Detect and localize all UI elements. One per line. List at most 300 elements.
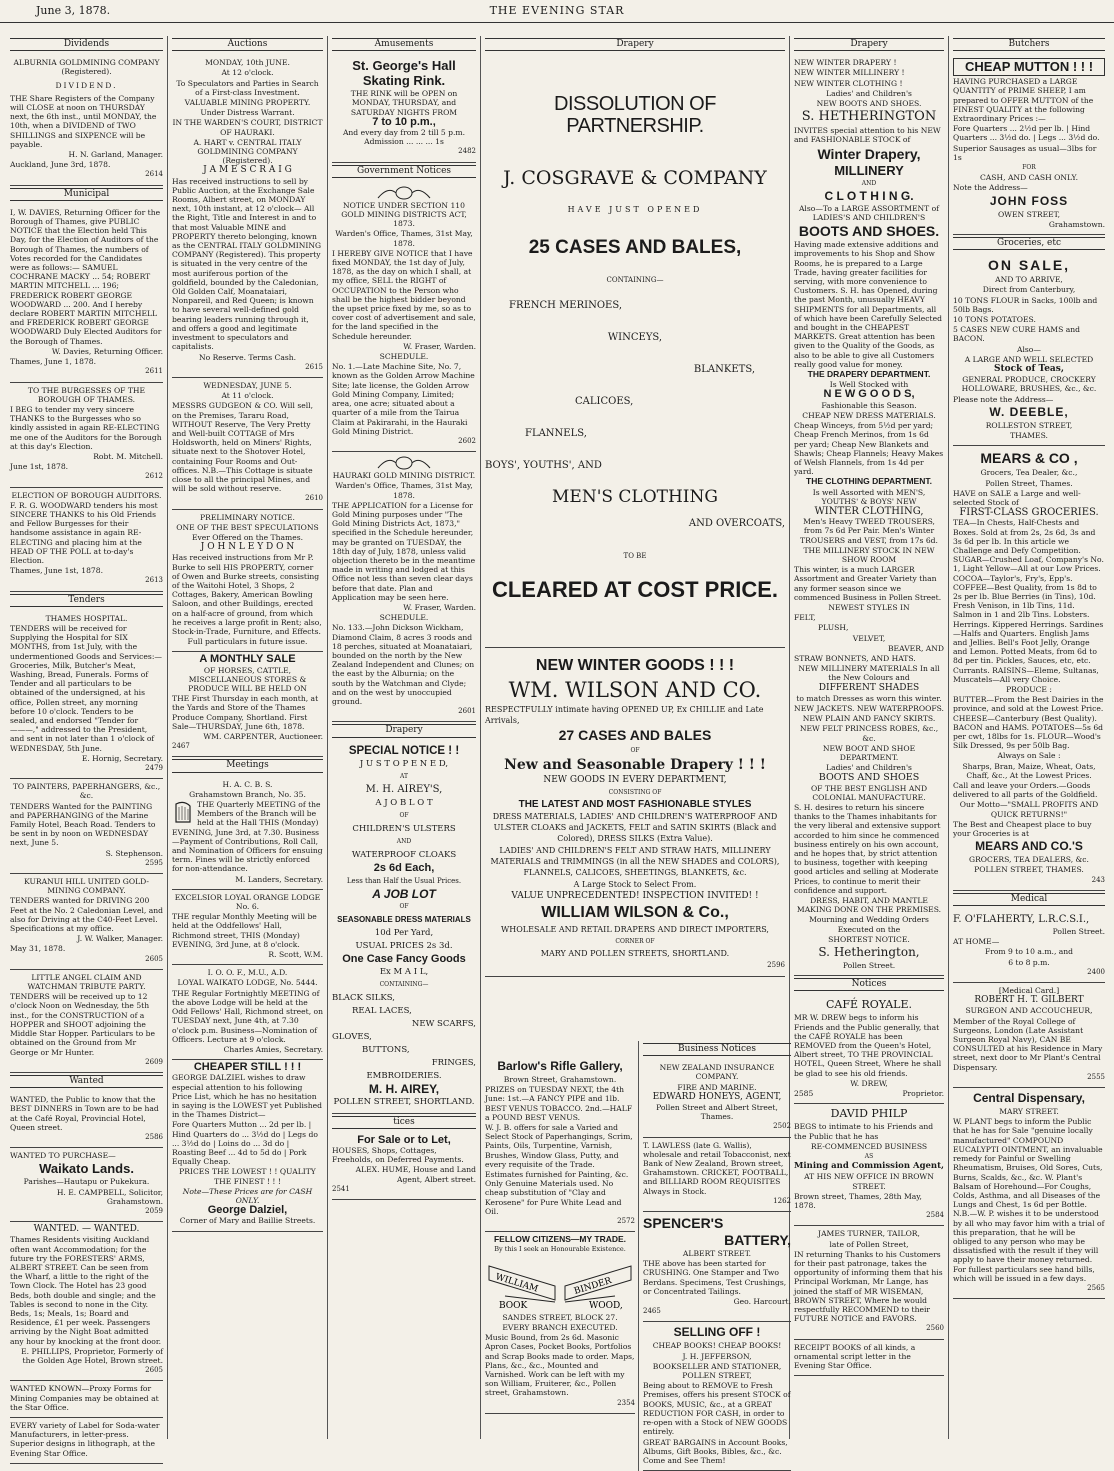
- ad-signature: H. E. CAMPBELL, Solicitor, Grahamstown.: [56, 1187, 163, 1206]
- hours-1: From 9 to 10 a.m., and: [984, 947, 1074, 957]
- column-3: [328, 36, 481, 1439]
- ad-title: LITTLE ANGEL CLAIM AND WATCHMAN TRIBUTE PARTY.: [27, 972, 146, 992]
- line: OF THE BEST ENGLISH AND COLONIAL MANUFACTURE.: [810, 783, 928, 802]
- foss-mutton-ad: [953, 55, 1105, 235]
- ad-body: F. R. G. WOODWARD tenders his most SINCERE THANKS to his Old Friends and Fellow Burgesses for their handsome assistance in again RE-ELECTING and placing him at the HEAD OF THE POLL at to-day's Election.: [10, 500, 158, 565]
- ad-body-2: W. J. B. offers for sale a Varied and Select Stock of Paperhangings, Scrim, Paints, Oils, Turpentine, Varnish, Brushes, Window Glass, Putty, and every requisite of the Trade.: [485, 1123, 633, 1169]
- hours-2: 6 to 8 p.m.: [1008, 957, 1050, 967]
- always: Always on Sale :: [997, 751, 1061, 761]
- ad-address: ALBERT STREET.: [682, 1249, 752, 1259]
- section-medical: Medical: [953, 893, 1105, 906]
- ad-signature: W. Fraser, Warden.: [403, 341, 476, 351]
- line: Is well Assorted with MEN'S, YOUTHS' & BOYS' NEW: [812, 487, 926, 506]
- word-and: AND: [396, 837, 412, 845]
- ad-headline: Waikato Lands.: [39, 1161, 134, 1177]
- ad-subtitle: FIRE AND MARINE.: [677, 1082, 757, 1092]
- schedule-title: SCHEDULE.: [379, 352, 429, 362]
- ad-signature: W. Fraser, Warden.: [403, 602, 476, 612]
- waikato-lands-ad: [10, 1148, 163, 1222]
- ad-title: I. O. O. F., M.U., A.D.: [207, 968, 288, 978]
- ad-title: MEARS & CO ,: [980, 450, 1078, 467]
- new-seasonable: New and Seasonable Drapery ! ! !: [504, 757, 766, 774]
- wilson-ad: [485, 648, 785, 977]
- line: NEW JACKETS. NEW WATERPROOFS.: [794, 703, 944, 713]
- ad-number: 2610: [305, 494, 323, 503]
- ad-body-3: Estimates furnished for Painting, &c. Only Genuine Materials used. No cheap substitution of "Clay and Kerosene" for Pure White Lead and Oil.: [485, 1170, 629, 1216]
- ad-signature: J. W. Walker, Manager.: [77, 934, 163, 944]
- receipt-books-ad: [794, 1340, 944, 1377]
- ad-title: HAURAKI GOLD MINING DISTRICT.: [332, 471, 476, 481]
- ad-number: 2601: [458, 707, 476, 716]
- labels-ad: [10, 1418, 163, 1464]
- list-1: DRESS MATERIALS, LADIES' AND CHILDREN'S WATERPROOF AND ULSTER CLOAKS and JACKETS, FELT and SATIN SKIRTS (Black and Colored), DRESS SILKS (Extra Value).: [492, 812, 778, 844]
- sharps: Sharps, Bran, Maize, Wheat, Oats, Chaff, &c., At the Lowest Prices.: [962, 761, 1096, 780]
- ad-title: MONDAY, 10th JUNE.: [205, 58, 290, 68]
- ad-number: 1262: [773, 1196, 791, 1205]
- ad-name: M. H. AIREY,: [368, 1081, 440, 1096]
- new-goods: N E W G O O D S,: [823, 388, 915, 401]
- mourning: Mourning and Wedding Orders Executed on the: [809, 915, 929, 934]
- ad-less: Less than Half the Usual Prices.: [346, 876, 462, 885]
- hacbs-meeting: [172, 777, 323, 890]
- section-notices: tices: [332, 1116, 476, 1129]
- section-municipal: Municipal: [10, 188, 163, 201]
- also: Also—To a LARGE ASSORTMENT of LADIES'S AND CHILDREN'S: [798, 203, 940, 223]
- ad-case: A. HART v. CENTRAL ITALY GOLDMINING COMPANY (Registered).: [193, 137, 302, 166]
- ad-subtitle: Grocers, Tea Dealer, &c.,: [980, 468, 1078, 478]
- ad-title: NEW ZEALAND INSURANCE COMPANY.: [659, 1063, 775, 1082]
- ad-note: Note—These Prices are for CASH ONLY.: [182, 1186, 313, 1205]
- ad-number: 2479: [145, 764, 163, 773]
- wilson-name-2: WILLIAM WILSON & Co.,: [541, 904, 729, 922]
- ad-headline: ONE OF THE BEST SPECULATIONS: [176, 522, 319, 532]
- ad-item: FRINGES,: [431, 1057, 476, 1068]
- ad-item: SEASONABLE DRESS MATERIALS: [337, 914, 471, 924]
- new-goods-dept: NEW GOODS IN EVERY DEPARTMENT,: [543, 775, 727, 786]
- harp-emblem-icon: [172, 800, 194, 824]
- item-boys: BOYS', YOUTHS', AND: [485, 460, 602, 472]
- recommenced: RE-COMMENCED BUSINESS: [810, 1141, 928, 1151]
- ad-name: W. DEEBLE,: [989, 404, 1069, 419]
- just-opened: J U S T O P E N E D,: [359, 758, 449, 769]
- ad-title: For Sale or to Let,: [357, 1133, 451, 1146]
- ad-title: JAMES TURNER, TAILOR,: [818, 1229, 920, 1239]
- royal-arms-icon: [374, 184, 434, 200]
- ad-address: ROLLESTON STREET,: [985, 420, 1073, 430]
- ad-body: TENDERS Wanted for the PAINTING and PAPERHANGING of the Marine Family Hotel, Beach Road. Tenders to be sent in by noon on WEDNESDAY next, June 5.: [10, 801, 156, 848]
- ad-town: THAMES.: [1010, 431, 1048, 441]
- ad-prices: PRICES THE LOWEST ! ! QUALITY THE FINEST ! ! !: [179, 1167, 316, 1186]
- ad-signature: E. Hornig, Secretary.: [81, 753, 163, 763]
- word-for: FOR: [1022, 164, 1036, 172]
- ad-number: 2059: [145, 1206, 163, 1215]
- ad-subtitle: OF HORSES, CATTLE, MISCELLANEOUS STORES & PRODUCE WILL BE HELD ON: [188, 665, 307, 693]
- ad-title: SPECIAL NOTICE ! !: [348, 744, 460, 757]
- ad-number: 2596: [767, 961, 785, 970]
- have-just-opened: HAVE JUST OPENED: [567, 205, 703, 215]
- ad-office: Warden's Office, Thames, 31st May, 1878.: [335, 481, 473, 500]
- ad-mail: Ex M A I L,: [379, 966, 429, 977]
- large-selected: A LARGE AND WELL SELECTED: [964, 354, 1094, 364]
- price-list: Fore Quarters Mutton ... 2d per lb. | Hind Quarters do ... 3½d do | Legs do ... 3½d do | Loins do ... 3d do | Roasting Beef ... 4d to 5d do | Pork Equally Cheap.: [172, 1120, 318, 1167]
- ad-footer: Thames, June 1, 1878.: [10, 357, 97, 367]
- ad-title: SPENCER'S: [643, 1215, 724, 1232]
- ad-item: REAL LACES,: [352, 1005, 412, 1016]
- clothing-dept: THE CLOTHING DEPARTMENT.: [806, 476, 932, 487]
- ad-body: Has received instructions from Mr P. Burke to sell HIS PROPERTY, corner of Owen and Burke streets, consisting of the Waitohi Hotel, 3 Shops, 2 Cottages, Bakery, American Bowling Saloon, and other Buildings, erected on a half-acre of ground, from which he receives a large profit in Rent; also, Stock-in-Trade, Furniture, and Effects.: [172, 553, 322, 636]
- column-2: [168, 36, 328, 1439]
- ad-body: RESPECTFULLY intimate having OPENED UP, Ex CHILLIE and Late Arrivals,: [485, 705, 764, 726]
- ad-address: MARY STREET.: [999, 1107, 1059, 1117]
- ad-subtitle: late of Pollen Street,: [829, 1239, 909, 1249]
- ad-title: CHEAPER STILL ! ! !: [193, 1061, 302, 1074]
- ad-title: TO PAINTERS, PAPERHANGERS, &c., &c.: [12, 782, 161, 801]
- ad-number: 2613: [145, 576, 163, 585]
- ad-body: THE above has been started for CRUSHING. One Stamper and Two Berdans. Specimens, Test Crushings, or Concentrated Tailings.: [643, 1259, 787, 1296]
- section-drapery: Drapery: [794, 38, 944, 51]
- ad-footer: Brown street, Thames, 28th May, 1878.: [794, 1191, 922, 1210]
- thanks: S. H. desires to return his sincere thanks to the Thames inhabitants for the very liberal and extensive support accorded to him since he commenced business entirely on his own account, and he hopes that, by strict attention to business, together with keeping good articles and selling at Moderate Prices, to continue to merit their confidence and support.: [794, 803, 941, 895]
- ad-title: DAVID PHILP: [830, 1107, 908, 1121]
- ad-subtitle: SURGEON AND ACCOUCHEUR,: [965, 1006, 1093, 1016]
- ad-headline: VALUABLE MINING PROPERTY.: [184, 98, 311, 108]
- winter-drapery: Winter Drapery,: [817, 145, 921, 162]
- banner-word: BINDER: [572, 1275, 613, 1297]
- kuranui-tender-ad: [10, 874, 163, 970]
- line: to match Dresses as worn this winter.: [796, 693, 942, 703]
- ad-containing: CONTAINING—: [379, 980, 429, 988]
- item-hams: 5 CASES NEW CURE HAMS and BACON.: [953, 325, 1080, 344]
- stock-teas: Stock of Teas,: [994, 364, 1064, 375]
- ad-title: WANTED TO PURCHASE—: [10, 1151, 116, 1161]
- cottage-auction: [172, 378, 323, 510]
- painters-tender-ad: [10, 779, 163, 874]
- ad-number: 2602: [458, 436, 476, 445]
- section-dividends: Dividends: [10, 38, 163, 51]
- shortest-notice: SHORTEST NOTICE.: [828, 934, 910, 944]
- ad-signature: Geo. Harcourt.: [733, 1297, 791, 1307]
- column-1: [6, 36, 168, 1458]
- ad-proprietor: [794, 1089, 944, 1098]
- ad-body: PRIZES on TUESDAY NEXT, the 4th June: 1st.—A FANCY PIPE and 1lb. BEST VENUS TOBACCO. 2nd.—HALF a POUND BEST VENUS.: [485, 1085, 633, 1122]
- hetherington-name: S. HETHERINGTON: [801, 109, 937, 125]
- ad-text: Has received instructions to sell by Public Auction, at the Exchange Sale Rooms, Albert street, on MONDAY next, 10th instant, at 12 o'clock— All the Right, Title and Interest in and to that most Valuable MINE and PROPERTY thereto belonging, known as the CENTRAL ITALY GOLDMINING COMPANY (Registered). This property is situated in the very centre of the most auriferous portion of the goldfield, bounded by the Caledonian, Old Golden Calf, Moanataiari, Nonpareil, and Red Queen; is known to have several well-defined gold bearing leaders running through it, and offers a good and legitimate investment to speculators and capitalists.: [172, 176, 322, 352]
- ad-body: HOUSES, Shops, Cottages, Freeholds, on Deferred Payments.: [332, 1146, 464, 1165]
- to-be-label: TO BE: [623, 552, 647, 561]
- ad-number: 2615: [305, 362, 323, 371]
- consisting-of: CONSISTING OF: [608, 789, 662, 797]
- ad-signature: Robt. M. Mitchell.: [93, 451, 163, 461]
- millinery-stock: THE MILLINERY STOCK IN NEW SHOW ROOM: [803, 545, 935, 564]
- ad-body: T. LAWLESS (late G. Wallis), wholesale and retail Tobacconist, next Bank of New Zealand, Brown street, Grahamstown. CRICKET, FOOTBALL, and BILLIARD ROOM REQUISITES Always in Stock.: [643, 1140, 791, 1196]
- ad-body: EVERY variety of Label for Soda-water Manufacturers, in letter-press. Superior designs in lithograph, at the Evening Star Office.: [10, 1421, 160, 1458]
- ad-number: 2609: [145, 1057, 163, 1066]
- call: Call and leave your Orders.—Goods delivered to all parts of the Goldfield.: [953, 781, 1098, 800]
- ad-item: BUTTONS,: [362, 1044, 410, 1055]
- ad-signature: S. Hetherington,: [818, 945, 920, 960]
- ad-number: 2482: [458, 147, 476, 156]
- style-straw: STRAW BONNETS, AND HATS.: [794, 653, 916, 663]
- ad-every: EVERY BRANCH EXECUTED.: [502, 1323, 618, 1333]
- line: Is Well Stocked with: [829, 380, 909, 390]
- ad-body: THE regular Monthly Meeting will be held at the Oddfellows' Hall, Richmond street, THIS (Monday) EVENING, 3rd June, at 8 o'clock.: [172, 912, 317, 949]
- cafe-royale-ad: [794, 995, 944, 1104]
- ad-subtitle: DIVIDEND.: [55, 80, 118, 90]
- word-of: OF: [630, 747, 640, 755]
- ad-address: Corner of Mary and Baillie Streets.: [179, 1216, 316, 1226]
- ad-title: H. A. C. B. S.: [222, 779, 273, 789]
- ioof-meeting: [172, 965, 323, 1060]
- for-sale-ad: [332, 1133, 476, 1200]
- line: NEW WINTER DRAPERY !: [794, 58, 897, 68]
- containing-label: CONTAINING—: [606, 276, 664, 285]
- foresters-arms-ad: [10, 1222, 163, 1381]
- hetherington-ad: [794, 55, 944, 976]
- ad-office: Warden's Office, Thames, 31st May, 1878.: [335, 229, 473, 248]
- produce-list: BUTTER—From the Best Dairies in the province, and sold at the Lowest Price. CHEESE—Canterbury (Best Quality). BACON and HAMS. POTATOES—5s 6d per cwt, 18lbs for 1s. FLOUR—Wood's Silk Dressed, 9s per 50lb Bag.: [953, 695, 1104, 751]
- ad-address: Brown Street, Grahamstown.: [503, 1075, 617, 1084]
- bookbinder-banner-icon: [485, 1256, 635, 1310]
- ad-number: 2612: [145, 472, 163, 481]
- ad-title: EXCELSIOR LOYAL ORANGE LODGE No. 6.: [174, 892, 321, 912]
- mining-property-auction: [172, 55, 323, 378]
- line: NEW WINTER CLOTHING !: [794, 78, 903, 88]
- new-office: AT HIS NEW OFFICE IN BROWN STREET.: [804, 1172, 934, 1191]
- ad-body: IN returning Thanks to his Customers for their past patronage, takes the opportunity of informing them that his Principal Workman, Mr Lange, has joined the staff of MR WISEMAN, BROWN STREET, Where he would respectfully RECOMMEND to their FUTURE NOTICE and FAVORS.: [794, 1249, 943, 1324]
- ad-title: THAMES HOSPITAL.: [45, 613, 128, 623]
- cosgrave-name: J. COSGRAVE & COMPANY: [503, 167, 767, 190]
- ad-name-2: GROCERS, TEA DEALERS, &c.: [969, 855, 1089, 865]
- ad-usual: USUAL PRICES 2s 3d.: [355, 940, 453, 951]
- new-winter-goods: NEW WINTER GOODS ! ! !: [535, 657, 735, 675]
- ad-title: ELECTION OF BOROUGH AUDITORS.: [11, 490, 162, 500]
- ad-shop: M. H. AIREY'S,: [365, 783, 443, 795]
- ad-terms: No Reserve. Terms Cash.: [198, 352, 297, 362]
- ad-footer: June 1st, 1878.: [10, 462, 69, 472]
- agent-title: Mining and Commission Agent,: [794, 1161, 944, 1172]
- ad-body: Being about to REMOVE to Fresh Premises, offers his present STOCK of BOOKS, MUSIC, &c., at a GREAT REDUCTION FOR CASH, in order to re-open with a Stock of NEW GOODS entirely.: [643, 1381, 791, 1437]
- word-of: OF: [399, 902, 409, 910]
- ad-body: MR W. DREW begs to inform his Friends and the Public generally, that the CAFÉ ROYALE has been REMOVED from the Queen's Hotel, Albert street, TO THE PROVINCIAL HOTEL, Queen Street, Where he shall be glad to see his old friends.: [794, 1013, 942, 1078]
- ad-name: George Dalziel,: [207, 1204, 288, 1217]
- cosgrave-ad: [485, 55, 785, 648]
- invites: INVITES special attention to his NEW and FASHIONABLE STOCK of: [794, 126, 941, 145]
- auditors-election-ad: [10, 488, 163, 592]
- dissolution-title: DISSOLUTION OF PARTNERSHIP.: [554, 93, 716, 138]
- ad-name: J. H. JEFFERSON,: [682, 1351, 752, 1361]
- different-shades: DIFFERENT SHADES: [818, 682, 920, 693]
- ad-address: Pollen Street and Albert Street, Thames.: [656, 1103, 778, 1122]
- ad-number: 2605: [145, 954, 163, 963]
- dalziel-price-list-ad: [172, 1060, 323, 1231]
- ad-job-lot-2: A JOB LOT: [372, 886, 436, 901]
- column-4: [481, 36, 791, 1465]
- burgesses-ad: [10, 383, 163, 488]
- issue-date: June 3, 1878.: [36, 4, 111, 17]
- ad-address: POLLEN STREET, SHORTLAND.: [333, 1096, 475, 1107]
- ad-number: 2595: [145, 858, 163, 867]
- lawless-tobacco-ad: [643, 1138, 791, 1212]
- ad-footer: And every day from 2 till 5 p.m. Admission ... ... ... 1s: [342, 128, 466, 147]
- ad-time: At 12 o'clock.: [221, 68, 274, 78]
- ad-body: THE Quarterly MEETING of the Members of the Branch will be held at the Hall THIS (Monday) EVENING, June 3rd, at 7.30. Business—Payment of Contributions, Roll Call, and Nomination of Officers for ensuing term. Fines will be strictly enforced for non-attendance.: [172, 800, 323, 874]
- section-groceries: Groceries, etc: [953, 237, 1105, 250]
- ad-agent: EDWARD HONEYS, AGENT,: [652, 1091, 782, 1102]
- direct: Direct from Canterbury,: [982, 285, 1076, 295]
- speculation-auction: [172, 510, 323, 653]
- item-potatoes: 10 TONS POTATOES.: [953, 315, 1036, 325]
- general-produce: GENERAL PRODUCE, CROCKERY HOLLOWARE, BRUSHES, &c., &c.: [961, 375, 1097, 394]
- boots-shoes-2: BOOTS AND SHOES: [818, 772, 920, 784]
- ad-address: Pollen Street.: [1052, 927, 1105, 937]
- ad-number: 2400: [1087, 967, 1105, 976]
- ad-body: TENDERS will be received up to 12 o'clock Noon on Wednesday, the 5th inst., for the CONSTRUCTION of a HOPPER and SHOOT adjoining the Middle Star Hopper. Particulars to be obtained on the Ground from Mr George or Mr Hunter.: [10, 992, 155, 1057]
- ad-subtitle: Ever Offered on the Thames.: [191, 532, 304, 542]
- ad-body: Thames Residents visiting Auckland often want Accommodation; for the future try the FORESTERS' ARMS, ALBERT STREET. Can be seen from the Wharf, a little to the right of the Town Clock. The Hotel has 23 good Beds, both double and single; and the Tables is second to none in the City. Beds, 1s; Meals, 1s; Board and Residence, £1 per week. Passengers arriving by the Night Boat admitted any hour by knocking at the front door.: [10, 1235, 162, 1346]
- ad-subtitle: LOYAL WAIKATO LODGE, No. 5444.: [177, 978, 318, 988]
- medical-card: [Medical Card.]: [998, 986, 1060, 996]
- ad-title: Central Dispensary,: [973, 1091, 1085, 1106]
- item-mens-clothing: MEN'S CLOTHING: [552, 487, 718, 508]
- ad-number: 2586: [145, 1132, 163, 1141]
- wanted-dinners-ad: [10, 1092, 163, 1148]
- also: Also—: [1017, 344, 1041, 354]
- turner-tailor-ad: [794, 1226, 944, 1339]
- ad-subtitle: Grahamstown Branch, No. 35.: [189, 789, 306, 799]
- item-blankets: BLANKETS,: [693, 364, 755, 376]
- orange-lodge-meeting: [172, 890, 323, 965]
- line: Ladies' and Children's: [826, 763, 912, 773]
- style-velvet: VELVET,: [852, 633, 886, 643]
- philp-ad: [794, 1104, 944, 1226]
- line: NEW FELT PRINCESS ROBES, &c., &c.: [799, 724, 939, 743]
- wilson-name: WM. WILSON AND CO.: [508, 678, 762, 703]
- item-overcoats: AND OVERCOATS,: [688, 518, 785, 530]
- ad-signature: E. PHILLIPS, Proprietor, Formerly of the Golden Age Hotel, Brown street.: [21, 1346, 163, 1365]
- newest-styles: NEWEST STYLES IN: [828, 602, 910, 612]
- ad-number: 2605: [145, 1366, 163, 1375]
- ad-bargains: GREAT BARGAINS in Account Books, Albums, Gift Books, Bibles, &c., &c. Come and See Them!: [643, 1437, 788, 1465]
- banner-word: WILLIAM: [494, 1271, 540, 1295]
- item-calicoes: CALICOES,: [575, 396, 634, 408]
- ad-job-lot: A J O B L O T: [375, 797, 433, 808]
- millinery: MILLINERY: [834, 162, 904, 178]
- section-drapery: Drapery: [332, 724, 476, 737]
- ad-title: A MONTHLY SALE: [199, 653, 296, 666]
- section-business-notices: Business Notices: [643, 1043, 791, 1056]
- ad-signature: WM. CARPENTER, Auctioneer.: [203, 732, 323, 742]
- large-stock: A Large Stock to Select From.: [573, 880, 697, 890]
- lower-left-ads: [485, 1056, 635, 1414]
- at-home: AT HOME—: [953, 937, 1000, 947]
- value-unprecedented: VALUE UNPRECEDENTED! INSPECTION INVITED! !: [511, 891, 759, 902]
- ad-item: EMBROIDERIES.: [366, 1070, 442, 1081]
- airey-special-notice: [332, 742, 476, 1114]
- column-5: [790, 36, 949, 1439]
- drapery-dept: THE DRAPERY DEPARTMENT.: [807, 369, 931, 380]
- have-on-sale: HAVE on SALE a Large and well-selected Stock of: [953, 488, 1081, 507]
- ad-title: FELLOW CITIZENS—MY TRADE.: [493, 1234, 627, 1245]
- ad-price: 2s 6d Each,: [373, 861, 435, 874]
- municipal-election-ad: [10, 205, 163, 383]
- oflaherty-ad: [953, 910, 1105, 983]
- ad-title: CAFÉ ROYALE.: [825, 998, 912, 1012]
- ad-title: St. George's Hall Skating Rink.: [352, 58, 456, 89]
- line: NEW PLAIN AND FANCY SKIRTS.: [802, 714, 936, 724]
- corner-of: CORNER OF: [615, 938, 655, 946]
- item-winceys: WINCEYS,: [607, 332, 663, 344]
- first-class: FIRST-CLASS GROCERIES.: [959, 507, 1099, 519]
- nz-insurance-ad: [643, 1060, 791, 1137]
- word-as: AS: [864, 1152, 874, 1160]
- ad-name: JOHN FOSS: [989, 193, 1069, 208]
- ad-body: THE Regular Fortnightly MEETING of the above Lodge will be held at the Odd Fellows' Hall, Richmond street, on TUESDAY next, June 4th, at 7.30 o'clock p.m. Business—Nomination of Officers. Lecture at 9 o'clock.: [172, 988, 324, 1044]
- section-drapery: Drapery: [485, 38, 785, 51]
- ad-trade: BOOKSELLER AND STATIONER, POLLEN STREET,: [652, 1361, 782, 1381]
- ad-body: W. PLANT begs to inform the Public that he has for Sale "genuine locally manufactured" COMPOUND EUCALYPTI OINTMENT, an invaluable remedy for Painful or Swelling Rheumatism, Bruises, Old Sores, Cuts, Burns, Scalds, &c., &c. W. Plant's Balsam of Horehound—For Coughs, Colds, Asthma, and all Diseases of the Lungs and Chest, 1s 6d per Bottle. N.B.—W. P. wishes it to be understood by all who may favor him with a trial of this preparation, that he will be obliged to any person who may be dissatisfied with the result if they will apply to have their money returned. For fullest particulars see hand bills, which will be issued in a few days.: [953, 1117, 1105, 1283]
- section-meetings: Meetings: [172, 759, 323, 772]
- ad-body: WANTED KNOWN—Proxy Forms for Mining Companies may be obtained at the Star Office.: [10, 1384, 159, 1412]
- cheap-list: Cheap Winceys, from 5½d per yard; Cheap French Merinos, from 1s 6d per yard; Cheap New Blankets and Shawls; Cheap Flannels; Heavy Makes of Welsh Flannels, from 1s 4d per yard.: [794, 421, 944, 477]
- auctioneer-name: J A M E S C R A I G: [203, 165, 292, 176]
- ad-item: NEW SCARFS,: [411, 1018, 476, 1029]
- section-wanted: Wanted: [10, 1075, 163, 1088]
- list-2: LADIES' AND CHILDREN'S FELT AND STRAW HATS, MILLINERY MATERIALS and TRIMMINGS (in all the NEW SHADES and COLORS), FLANNELS, CALICOES, SHEETINGS, BLANKETS, &c.: [490, 846, 780, 878]
- ad-number: 243: [1091, 875, 1105, 884]
- ad-number: 2502: [773, 1122, 791, 1131]
- ad-footer: Full particulars in future issue.: [187, 637, 308, 647]
- schedule-body: No. 133.—John Dickson Wickham, Diamond Claim, 8 acres 3 roods and 18 perches, situated at Moanataiari, bounded on the north by the New Zealand Independent and Clunes; on the east by the Alburnia; on the south by the Watchman and Clyde; and on the west by unoccupied ground.: [332, 623, 475, 706]
- line: NEW BOOTS AND SHOES.: [816, 99, 922, 109]
- ad-body: THE RINK will be OPEN on MONDAY, THURSDAY, and SATURDAY NIGHTS FROM: [350, 89, 458, 117]
- ad-signature: ALEX. HUME, House and Land Agent, Albert street.: [355, 1165, 476, 1184]
- section-butchers: Butchers: [953, 38, 1105, 51]
- cash-only: CASH, AND CASH ONLY.: [980, 173, 1078, 183]
- cases-and-bales: 25 CASES AND BALES,: [528, 237, 742, 259]
- ad-body: Member of the Royal College of Surgeons, London (Late Assistant Surgeon Royal Navy), CAN BE CONSULTED at his Residence in Mary street, next door to Mr Plant's Central Dispensary.: [953, 1016, 1103, 1072]
- column-6: [949, 36, 1109, 1439]
- ad-body: I, W. DAVIES, Returning Officer for the Borough of Thames, give PUBLIC NOTICE that the Election held This Day, for the Election of Auditors of the Borough of Thames, the numbers of Votes recorded for the Candidates were as follows:— SAMUEL COCHRANE MACKY ... 54; ROBERT MARTIN MITCHELL ... 196; FREDERICK ROBERT GEORGE WOODWARD ... 200. And I hereby declare ROBERT MARTIN MITCHELL and FREDERICK ROBERT GEORGE WOODWARD Duly Elected Auditors for the Borough of Thames.: [10, 207, 162, 346]
- word-at: AT: [399, 772, 408, 780]
- skating-rink-ad: [332, 55, 476, 162]
- cleared-at-cost: CLEARED AT COST PRICE.: [491, 577, 778, 603]
- ad-address: OWEN STREET,: [997, 209, 1061, 219]
- ad-body: THE First Thursday in each month, at the Yards and Store of the Thames Produce Company, Shortland. First Sale—THURSDAY, June 6th, 1878.: [172, 694, 319, 731]
- ad-footer: Thames, June 1st, 1878.: [10, 566, 103, 576]
- ad-subtitle: Under Distress Warrant.: [200, 108, 295, 118]
- ad-number: 2614: [145, 170, 163, 179]
- ad-address: Pollen Street.: [842, 961, 896, 971]
- note-address: Please note the Address—: [953, 394, 1054, 404]
- ad-title: Barlow's Rifle Gallery,: [497, 1059, 623, 1073]
- section-notices: Notices: [794, 978, 944, 991]
- motto: Our Motto—"SMALL PROFITS AND QUICK RETURNS!": [959, 800, 1099, 819]
- line: This winter, is a much LARGER Assortment and Greater Variety than any former season since we commenced Business in Pollen Street.: [794, 565, 942, 602]
- central-dispensary-ad: [953, 1088, 1105, 1299]
- wilson-address: MARY AND POLLEN STREETS, SHORTLAND.: [540, 949, 730, 959]
- ad-number: 2611: [145, 367, 163, 376]
- ad-time: At 11 o'clock.: [221, 391, 274, 401]
- section-amusements: Amusements: [332, 38, 476, 51]
- ad-body: TENDERS wanted for DRIVING 200 Feet at the No. 2 Caledonian Level, and also for Driving at the C40-Feet Level. Specifications at my office.: [10, 896, 164, 934]
- ad-body: HAVING PURCHASED a LARGE QUANTITY of PRIME SHEEP, I am prepared to OFFER MUTTON of the FINEST QUALITY at the following Extraordinary Prices :—: [953, 77, 1094, 124]
- ad-address-2: POLLEN STREET, THAMES.: [974, 865, 1084, 875]
- ad-subtitle: CHEAP BOOKS! CHEAP BOOKS!: [652, 1341, 782, 1351]
- clothing: C L O T H I N G.: [824, 188, 914, 203]
- ad-body: Parishes—Hautapu or Pukekura.: [23, 1177, 150, 1187]
- business-notices-column: [638, 1041, 791, 1471]
- ad-time: 7 to 10 p.m.,: [372, 115, 436, 128]
